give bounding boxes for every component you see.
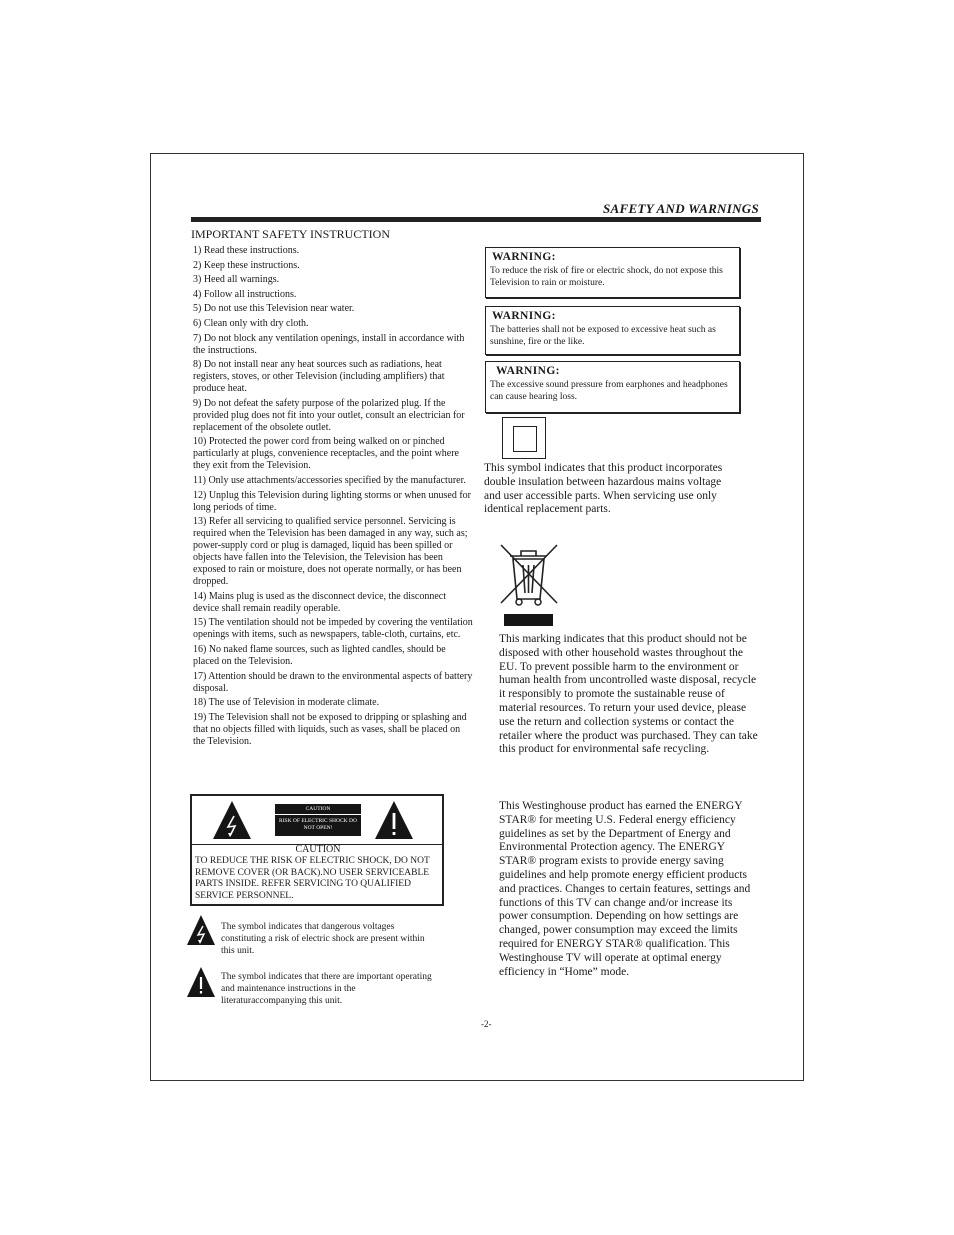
warning-body: To reduce the risk of fire or electric shock, do not expose this Television to rain or moisture. — [490, 266, 723, 288]
caution-label-top: CAUTION — [275, 804, 361, 815]
warning-box — [485, 361, 740, 413]
warning-title: WARNING: — [496, 365, 560, 377]
lightning-warning-icon — [186, 914, 216, 946]
instruction-item: 10) Protected the power cord from being walked on or pinched particularly at plugs, convenience receptacles, and the point where they exit from the Television. — [193, 436, 459, 472]
double-insulation-inner-square — [513, 426, 537, 452]
exclamation-warning-icon — [374, 800, 414, 840]
instruction-item: 19) The Television shall not be exposed to dripping or splashing and that no objects filled with liquids, such as vases, shall be placed on the Television. — [193, 711, 467, 747]
caution-label — [275, 804, 361, 836]
header-rule — [191, 217, 761, 222]
instruction-item: 16) No naked flame sources, such as lighted candles, should be placed on the Television. — [193, 643, 446, 667]
warning-title: WARNING: — [492, 310, 556, 322]
instruction-item: 7) Do not block any ventilation openings, install in accordance with the instructions. — [193, 332, 465, 356]
caution-symbols-row — [192, 796, 442, 845]
page-title: SAFETY AND WARNINGS — [603, 201, 759, 216]
voltage-symbol-note: The symbol indicates that dangerous voltages constituting a risk of electric shock are present within this unit. — [221, 922, 425, 956]
weee-text: This marking indicates that this product should not be disposed with other household wastes throughout the EU. To prevent possible harm to the environment or human health from uncontrolled waste disposal, recycle it responsibly to promote the sustainable reuse of material resources. To return your used device, please use the return and collection systems or contact the retailer where the product was purchased. They can take this product for environmental safe recycling. — [499, 633, 758, 756]
instruction-item: 4) Follow all instructions. — [193, 288, 297, 300]
instruction-list — [193, 245, 473, 750]
instruction-item: 17) Attention should be drawn to the environmental aspects of battery disposal. — [193, 670, 473, 694]
instruction-item: 12) Unplug this Television during lighting storms or when unused for long periods of time. — [193, 489, 471, 513]
exclamation-warning-icon — [186, 966, 216, 998]
instruction-item: 14) Mains plug is used as the disconnect device, the disconnect device shall remain readily operable. — [193, 590, 446, 614]
caution-box — [190, 794, 444, 906]
instruction-item: 8) Do not install near any heat sources such as radiations, heat registers, stoves, or other Television (including amplifiers) that produce heat. — [193, 359, 445, 395]
instruction-item: 6) Clean only with dry cloth. — [193, 317, 309, 329]
instruction-item: 1) Read these instructions. — [193, 245, 300, 256]
caution-title: CAUTION — [295, 844, 341, 855]
exclamation-symbol-note: The symbol indicates that there are important operating and maintenance instructions in the literaturaccompanying this unit. — [221, 972, 432, 1006]
lightning-warning-icon — [212, 800, 252, 840]
caution-body: TO REDUCE THE RISK OF ELECTRIC SHOCK, DO NOT REMOVE COVER (OR BACK).NO USER SERVICEABLE PARTS INSIDE. REFER SERVICING TO QUALIFIED SERVICE PERSONNEL. — [195, 855, 430, 902]
section-title: IMPORTANT SAFETY INSTRUCTION — [191, 227, 390, 241]
double-insulation-text: This symbol indicates that this product incorporates double insulation between hazardous mains voltage and user accessible parts. When servicing use only identical replacement parts. — [484, 462, 723, 516]
page-number: -2- — [481, 1019, 492, 1029]
warning-box — [485, 306, 740, 355]
instruction-item: 5) Do not use this Television near water. — [193, 303, 355, 315]
instruction-item: 9) Do not defeat the safety purpose of the polarized plug. If the provided plug does not fit into your outlet, consult an electrician for replacement of the obsolete outlet. — [193, 397, 465, 433]
crossed-out-wheelie-bin-icon — [497, 541, 561, 629]
caution-text — [195, 844, 441, 903]
caution-label-bottom: RISK OF ELECTRIC SHOCK DO NOT OPEN! — [279, 818, 357, 831]
instruction-item: 13) Refer all servicing to qualified service personnel. Servicing is required when the Television has been damaged in any way, such as; power-supply cord or plug is damaged, liquid has been spilled or objects have fallen into the Television, the Television has been exposed to rain or moisture, does not operate normally, or has been dropped. — [193, 516, 468, 588]
instruction-item: 11) Only use attachments/accessories specified by the manufacturer. — [193, 474, 466, 486]
instruction-item: 3) Heed all warnings. — [193, 274, 280, 286]
instruction-item: 18) The use of Television in moderate climate. — [193, 697, 380, 709]
instruction-item: 2) Keep these instructions. — [193, 259, 300, 271]
instruction-item: 15) The ventilation should not be impeded by covering the ventilation openings with items, such as newspapers, table-cloth, curtains, etc. — [193, 617, 473, 641]
warning-body: The batteries shall not be exposed to excessive heat such as sunshine, fire or the like. — [490, 325, 716, 347]
energy-star-text: This Westinghouse product has earned the ENERGY STAR® for meeting U.S. Federal energy efficiency guidelines as set by the Department of Energy and Environmental Protection agency. The ENERGY STAR® program exists to provide energy saving guidelines and help promote energy efficient products and practices. Changes to certain features, settings and functions of this TV can change and/or increase its power consumption. Depending on how settings are changed, power consumption may exceed the limits required for ENERGY STAR® qualification. This Westinghouse TV will operate at optimal energy efficiency in “Home” mode. — [499, 800, 751, 978]
warning-box — [485, 247, 740, 298]
warning-title: WARNING: — [492, 251, 556, 263]
warning-body: The excessive sound pressure from earphones and headphones can cause hearing loss. — [490, 380, 728, 402]
